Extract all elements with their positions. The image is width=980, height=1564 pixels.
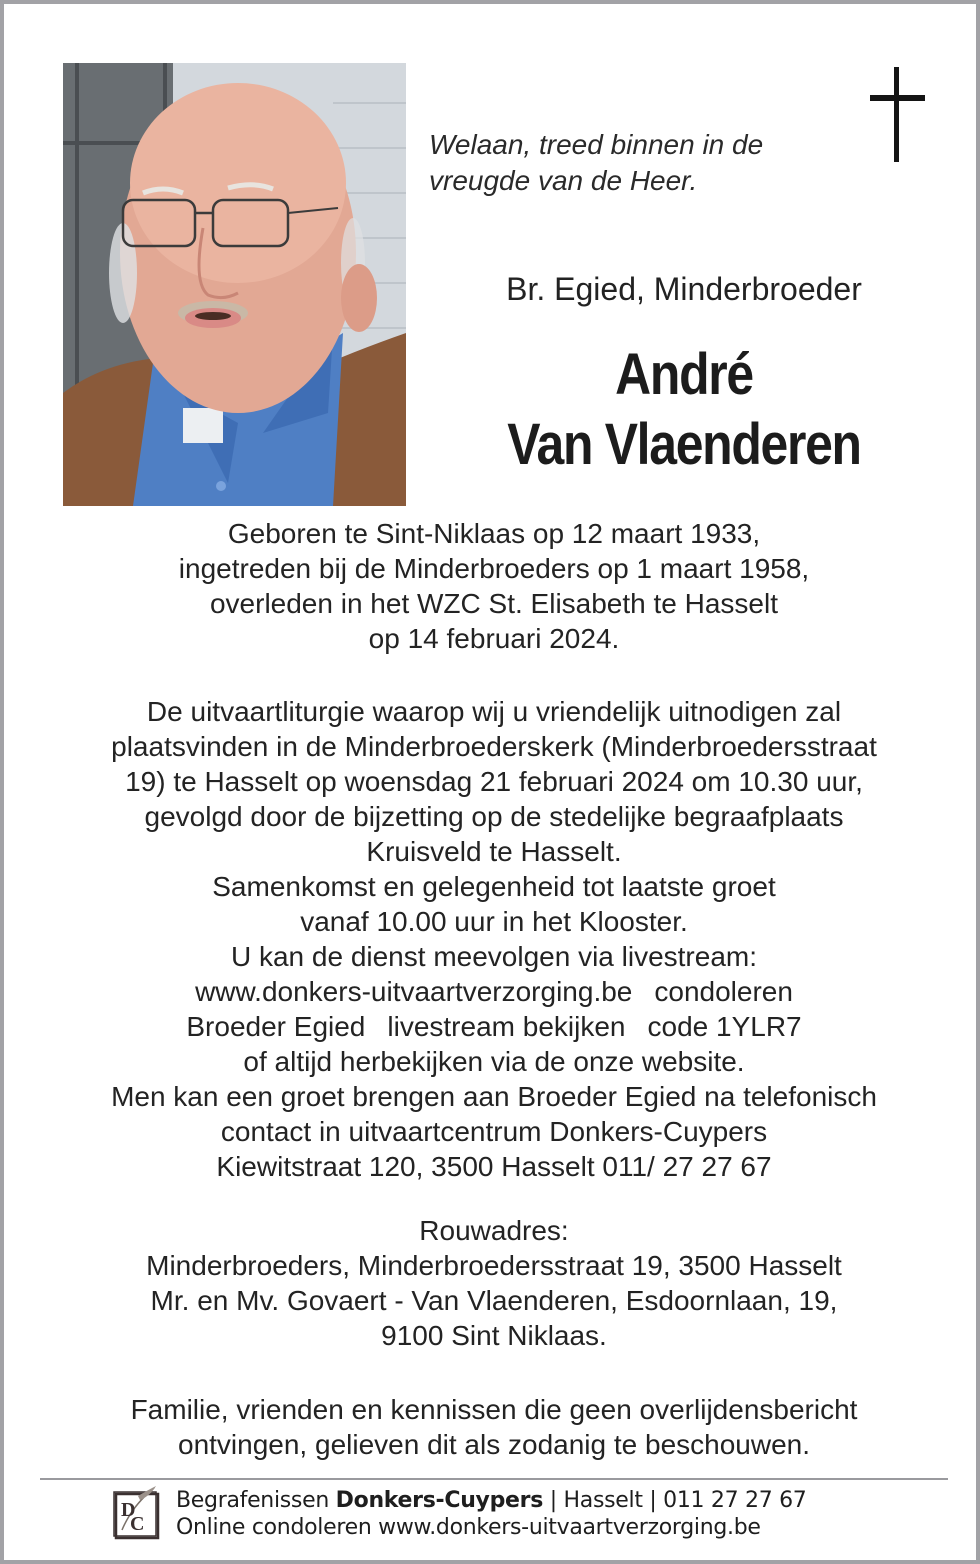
funeral-home-prefix: Begrafenissen — [176, 1488, 329, 1513]
funeral-details — [44, 694, 944, 1184]
closing-note — [44, 1392, 944, 1462]
funeral-line: Men kan een groet brengen aan Broeder Egied na telefonisch — [111, 1081, 877, 1112]
funeral-home-line-1 — [176, 1487, 916, 1514]
closing-line: Familie, vrienden en kennissen die geen overlijdensbericht — [130, 1394, 858, 1425]
funeral-line: Kiewitstraat 120, 3500 Hasselt 011/ 27 27 67 — [216, 1151, 772, 1182]
livestream-steps-1 — [44, 974, 944, 1009]
svg-text:D: D — [121, 1499, 136, 1521]
footer-divider — [40, 1478, 948, 1480]
address-line: Minderbroeders, Minderbroedersstraat 19, 3500 Hasselt — [146, 1250, 842, 1281]
scripture-quote — [429, 127, 849, 199]
cross-icon — [870, 67, 926, 163]
funeral-line: Samenkomst en gelegenheid tot laatste groet — [212, 871, 776, 902]
bio-line: Geboren te Sint-Niklaas op 12 maart 1933, — [227, 518, 761, 549]
funeral-line: 19) te Hasselt op woensdag 21 februari 2024 om 10.30 uur, — [125, 766, 863, 797]
address-heading: Rouwadres: — [419, 1215, 569, 1246]
funeral-home-info — [176, 1487, 916, 1541]
cross-horizontal-bar — [870, 95, 925, 101]
portrait-image — [63, 63, 406, 506]
funeral-line: vanaf 10.00 uur in het Klooster. — [300, 906, 688, 937]
livestream-code: code 1YLR7 — [647, 1011, 802, 1042]
funeral-home-logo-icon — [110, 1486, 162, 1540]
livestream-website[interactable]: www.donkers-uitvaartverzorging.be — [195, 976, 633, 1007]
address-line: Mr. en Mv. Govaert - Van Vlaenderen, Esdoornlaan, 19, — [150, 1285, 838, 1316]
portrait-photo — [63, 63, 406, 506]
last-name: Van Vlaenderen — [507, 412, 861, 477]
funeral-home-location-phone: | Hasselt | 011 27 27 67 — [549, 1488, 807, 1513]
funeral-line: U kan de dienst meevolgen via livestream: — [230, 941, 758, 972]
funeral-home-name: Donkers-Cuypers — [335, 1488, 544, 1513]
deceased-name — [460, 340, 907, 480]
bio-line: op 14 februari 2024. — [368, 623, 620, 654]
biography — [44, 516, 944, 656]
livestream-step-watch: livestream bekijken — [387, 1011, 626, 1042]
bio-line: ingetreden bij de Minderbroeders op 1 maart 1958, — [178, 553, 810, 584]
closing-line: ontvingen, gelieven dit als zodanig te beschouwen. — [178, 1429, 810, 1460]
cross-vertical-bar — [894, 67, 899, 162]
bio-line: overleden in het WZC St. Elisabeth te Hasselt — [209, 588, 779, 619]
address-line: 9100 Sint Niklaas. — [381, 1320, 607, 1351]
livestream-step-name: Broeder Egied — [186, 1011, 366, 1042]
quote-line: Welaan, treed binnen in de — [429, 129, 764, 160]
livestream-step-condoleren: condoleren — [654, 976, 793, 1007]
funeral-line: of altijd herbekijken via de onze website. — [243, 1046, 745, 1077]
funeral-home-line-2[interactable]: Online condoleren www.donkers-uitvaartverzorging.be — [176, 1515, 761, 1540]
first-name: André — [615, 342, 753, 407]
funeral-line: plaatsvinden in de Minderbroederskerk (Minderbroedersstraat — [111, 731, 877, 762]
funeral-line: gevolgd door de bijzetting op de stedelijke begraafplaats — [144, 801, 844, 832]
funeral-line: Kruisveld te Hasselt. — [366, 836, 622, 867]
quote-line: vreugde van de Heer. — [429, 165, 698, 196]
religious-title: Br. Egied, Minderbroeder — [506, 271, 862, 307]
svg-text:C: C — [130, 1513, 145, 1535]
livestream-steps-2 — [44, 1009, 944, 1044]
mourning-address — [44, 1213, 944, 1353]
funeral-line: contact in uitvaartcentrum Donkers-Cuypers — [220, 1116, 768, 1147]
funeral-line: De uitvaartliturgie waarop wij u vriendelijk uitnodigen zal — [146, 696, 842, 727]
